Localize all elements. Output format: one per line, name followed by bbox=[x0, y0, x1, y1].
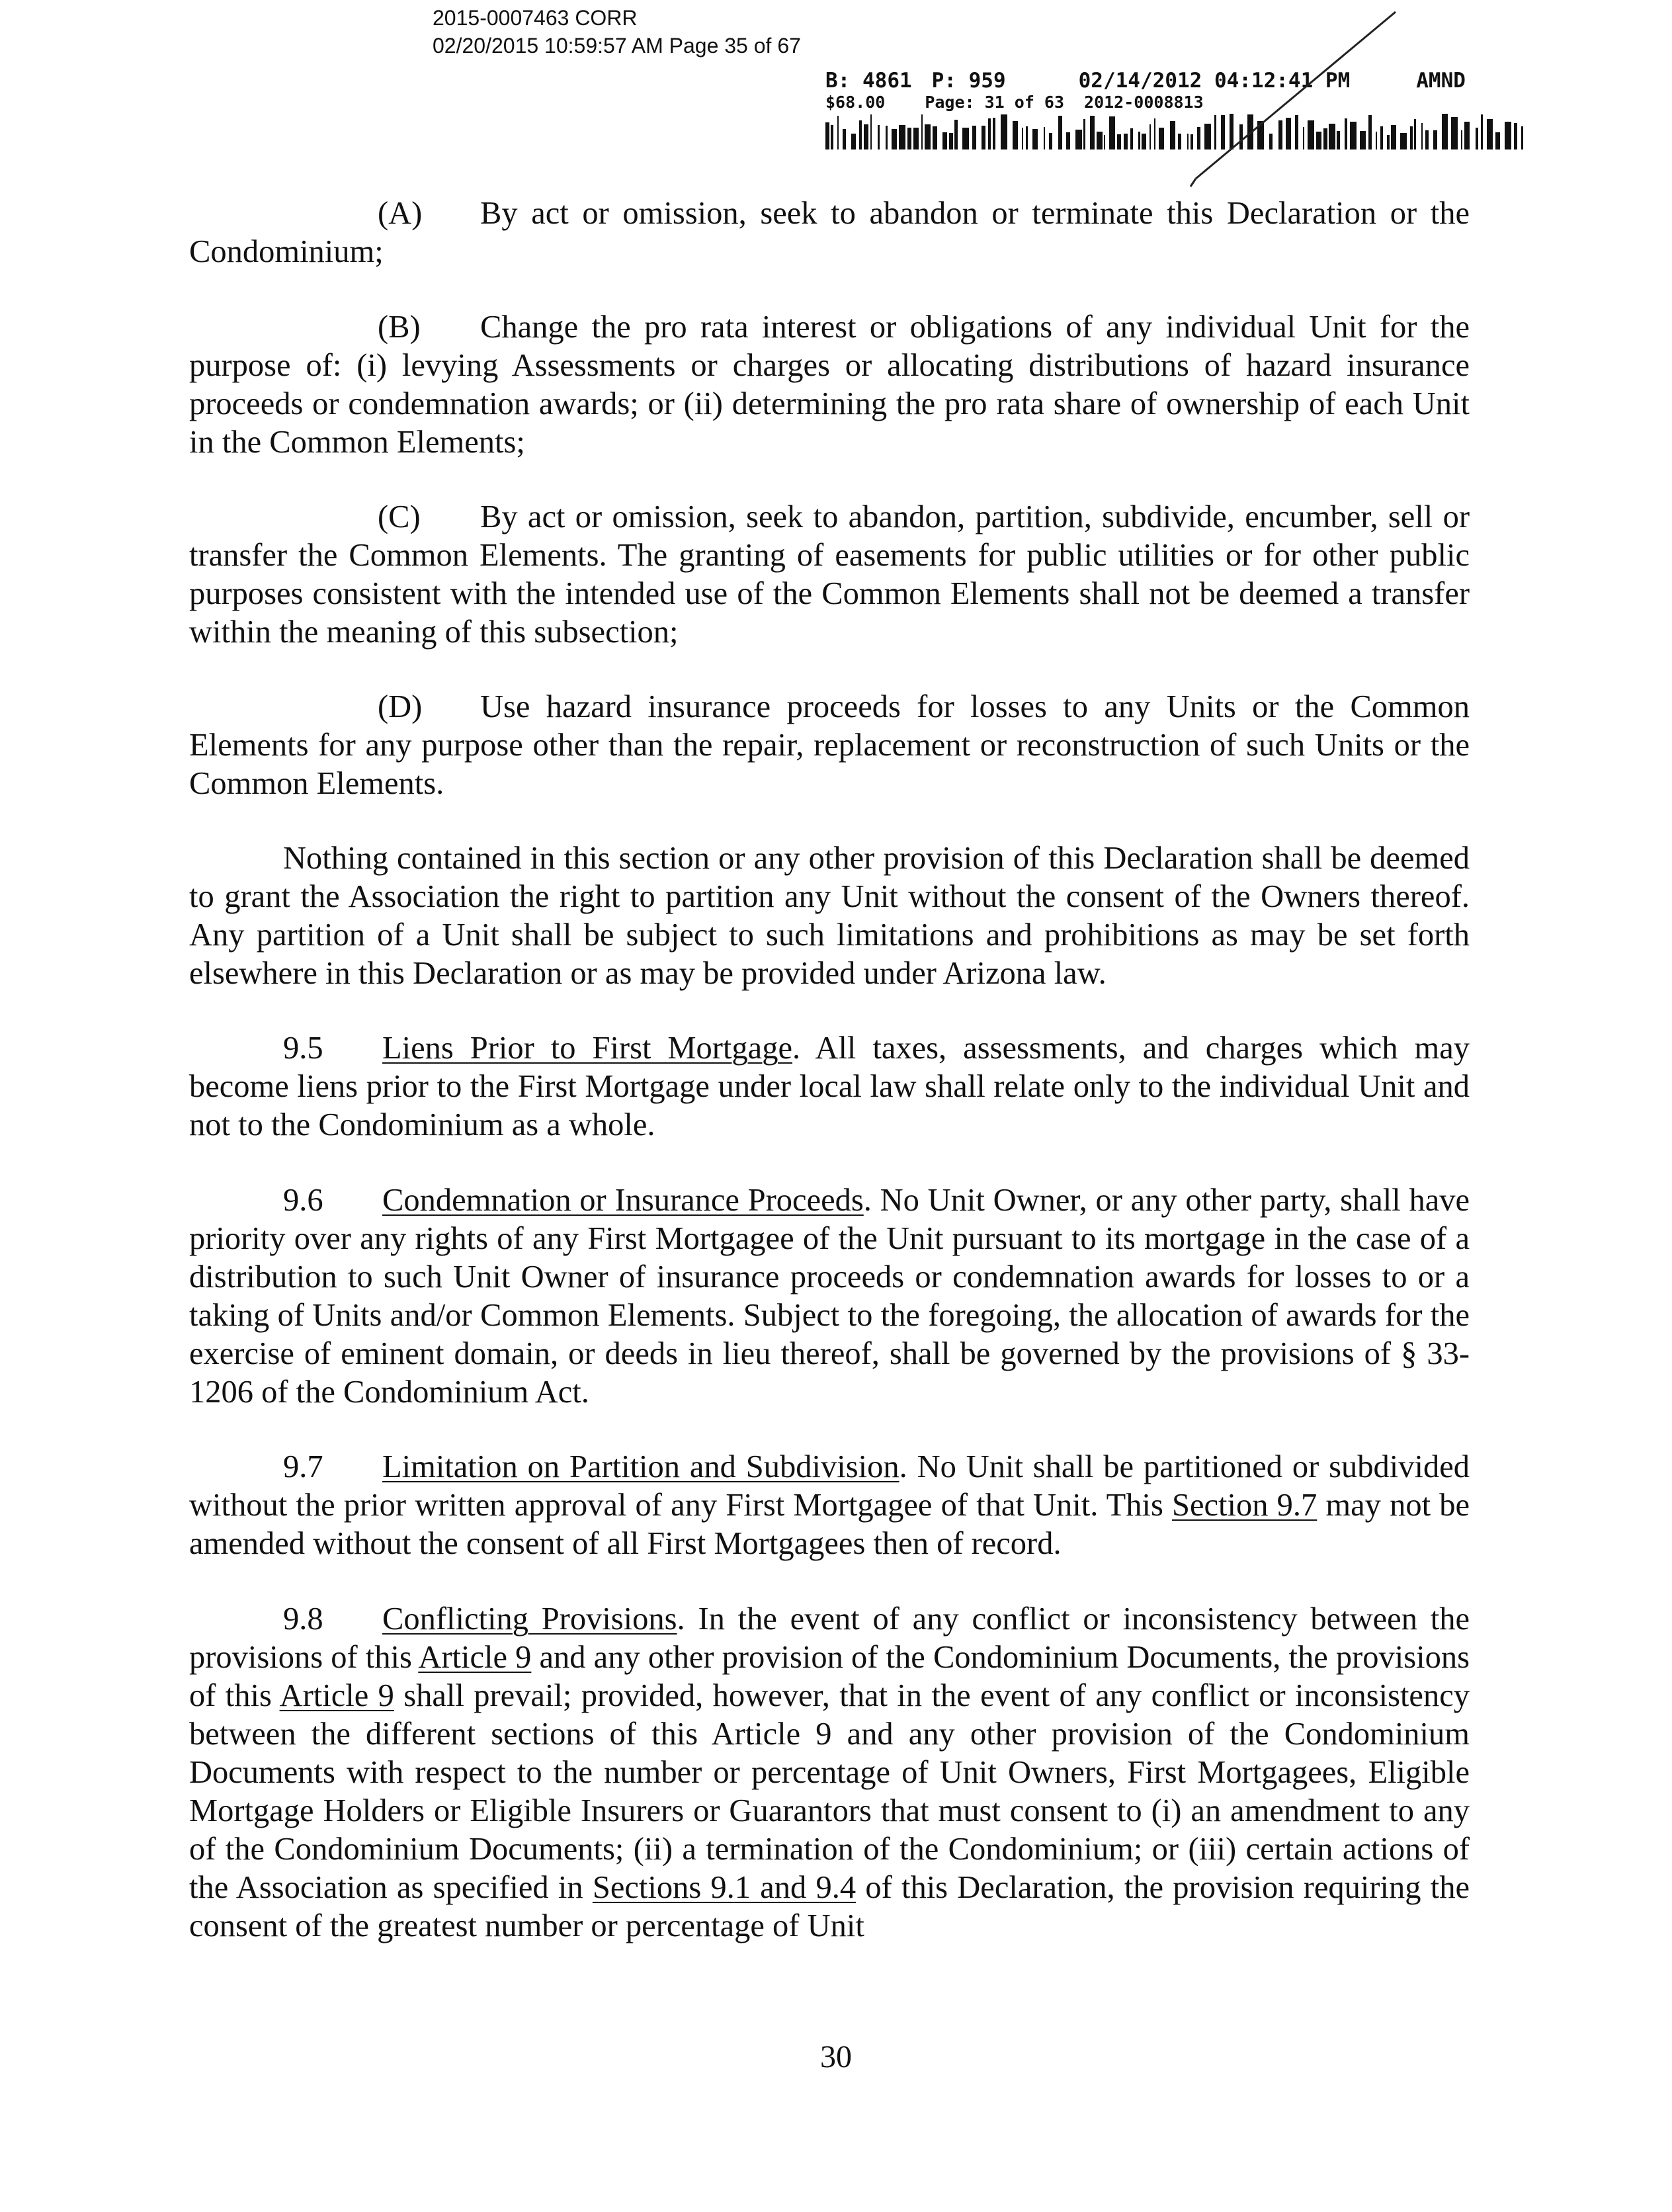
recorded-page-of: Page: 31 of 63 bbox=[925, 93, 1065, 112]
paragraph-a bbox=[189, 194, 1470, 271]
section-9-8-ref-2: Article 9 bbox=[279, 1678, 394, 1713]
label-d: (D) bbox=[378, 689, 423, 724]
section-9-5-number: 9.5 bbox=[283, 1031, 323, 1066]
section-9-7-number: 9.7 bbox=[283, 1449, 323, 1484]
section-9-7 bbox=[189, 1448, 1470, 1563]
section-9-7-text-2: may not be amended without the consent of all First Mortgagees then of record. bbox=[189, 1488, 1470, 1561]
label-c: (C) bbox=[378, 499, 421, 534]
paragraph-c bbox=[189, 498, 1470, 652]
book-number: B: 4861 bbox=[825, 69, 912, 93]
section-9-6-number: 9.6 bbox=[283, 1183, 323, 1218]
paragraph-b bbox=[189, 308, 1470, 462]
pen-slash-mark bbox=[0, 0, 1672, 212]
section-9-8-text-2: and any other provision of the Condominium Documents, the provisions of this bbox=[189, 1640, 1470, 1713]
text-c: By act or omission, seek to abandon, partition, subdivide, encumber, sell or transfer the Common Elements. The granting of easements for public utilities or for other public purposes consistent with the intended use of the Common Elements shall not be deemed a transfer within the meaning of this subsection; bbox=[189, 499, 1470, 650]
text-b: Change the pro rata interest or obligations of any individual Unit for the purpose of: (i) levying Assessments or charges or allocating distributions of hazard insurance proceeds or condemnation awards; or (ii) determining the pro rata share of ownership of each Unit in the Common Elements; bbox=[189, 310, 1470, 460]
section-9-7-text-1: . No Unit shall be partitioned or subdivided without the prior written approval of any First Mortgagee of that Unit. This bbox=[189, 1449, 1470, 1523]
section-9-8-text-4: of this Declaration, the provision requiring the consent of the greatest number or percentage of Unit bbox=[189, 1870, 1470, 1943]
section-9-7-title: Limitation on Partition and Subdivision bbox=[382, 1449, 899, 1484]
section-9-6 bbox=[189, 1181, 1470, 1412]
section-9-8-text-1: . In the event of any conflict or inconsistency between the provisions of this bbox=[189, 1601, 1470, 1675]
section-9-8-ref-1: Article 9 bbox=[418, 1640, 532, 1675]
section-9-8 bbox=[189, 1600, 1470, 1945]
paragraph-d bbox=[189, 688, 1470, 803]
section-9-5-text: . All taxes, assessments, and charges which may become liens prior to the First Mortgage under local law shall relate only to the individual Unit and not to the Condominium as a whole. bbox=[189, 1031, 1470, 1142]
recording-date-time: 02/14/2012 04:12:41 PM bbox=[1078, 69, 1351, 93]
section-9-5 bbox=[189, 1029, 1470, 1144]
section-9-6-text: . No Unit Owner, or any other party, shall have priority over any rights of any First Mortgagee of the Unit pursuant to its mortgage in the case of a distribution to such Unit Owner of insurance proceeds or condemnation awards for losses to or a taking of Units and/or Common Elements. Subject to the foregoing, the allocation of awards for the exercise of eminent domain, or deeds in lieu thereof, shall be governed by the provisions of § 33-1206 of the Condominium Act. bbox=[189, 1183, 1470, 1410]
label-a: (A) bbox=[378, 196, 423, 231]
label-b: (B) bbox=[378, 310, 421, 345]
page-number-ref: P: 959 bbox=[931, 69, 1006, 93]
header-line-2: 02/20/2015 10:59:57 AM Page 35 of 67 bbox=[433, 34, 801, 58]
document-type: AMND bbox=[1416, 69, 1466, 93]
text-d: Use hazard insurance proceeds for losses to any Units or the Common Elements for any purpose other than the repair, replacement or reconstruction of such Units or the Common Elements. bbox=[189, 689, 1470, 801]
section-9-6-title: Condemnation or Insurance Proceeds bbox=[382, 1183, 864, 1218]
text-a: By act or omission, seek to abandon or terminate this Declaration or the Condominium; bbox=[189, 196, 1470, 269]
section-9-8-ref-3: Sections 9.1 and 9.4 bbox=[592, 1870, 857, 1905]
recording-fee: $68.00 bbox=[825, 93, 886, 112]
paragraph-partition-note bbox=[189, 839, 1470, 993]
page-number: 30 bbox=[820, 2039, 852, 2074]
section-9-7-ref: Section 9.7 bbox=[1172, 1488, 1317, 1523]
section-9-5-title: Liens Prior to First Mortgage bbox=[382, 1031, 792, 1066]
section-9-8-text-3: shall prevail; provided, however, that in the event of any conflict or inconsistency between the different sections of this Article 9 and any other provision of the Condominium Documents with respect to the number or percentage of Unit Owners, First Mortgagees, Eligible Mortgage Holders or Eligible Insurers or Guarantors that must consent to (i) an amendment to any of the Condominium Documents; (ii) a termination of the Condominium; or (iii) certain actions of the Association as specified in bbox=[189, 1678, 1470, 1905]
document-number: 2012-0008813 bbox=[1084, 93, 1204, 112]
section-9-8-number: 9.8 bbox=[283, 1601, 323, 1637]
section-9-8-title: Conflicting Provisions bbox=[382, 1601, 677, 1637]
header-line-1: 2015-0007463 CORR bbox=[433, 6, 638, 30]
text-partition-note: Nothing contained in this section or any other provision of this Declaration shall be deemed to grant the Association the right to partition any Unit without the consent of the Owners thereof. Any partition of a Unit shall be subject to such limitations and prohibitions as may be set forth elsewhere in this Declaration or as may be provided under Arizona law. bbox=[189, 841, 1470, 991]
